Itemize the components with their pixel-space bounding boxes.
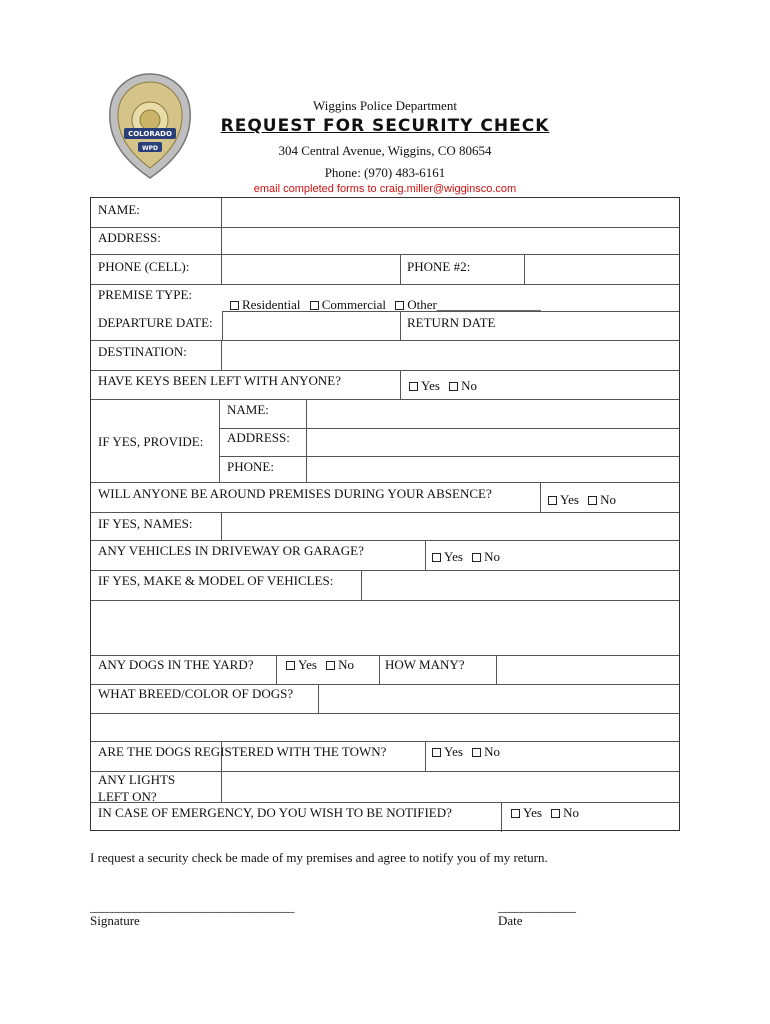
anyone-around-options (548, 492, 622, 508)
badge-state-text: COLORADO (128, 130, 172, 138)
registered-yes-label: Yes (444, 744, 463, 759)
notify-yes-checkbox[interactable] (511, 809, 520, 818)
around-no-checkbox[interactable] (588, 496, 597, 505)
commercial-option-label: Commercial (321, 297, 387, 312)
notify-no-label: No (563, 805, 580, 820)
around-yes-checkbox[interactable] (548, 496, 557, 505)
emergency-notify-label: IN CASE OF EMERGENCY, DO YOU WISH TO BE NOTIFIED? (98, 805, 452, 820)
phone-cell-label: PHONE (CELL): (98, 259, 190, 274)
dogs-no-checkbox[interactable] (326, 661, 335, 670)
email-instructions: email completed forms to craig.miller@wigginsco.com (253, 183, 517, 195)
dogs-yard-label: ANY DOGS IN THE YARD? (98, 657, 254, 672)
date-line[interactable]: ______________ (498, 899, 575, 914)
around-yes-label: Yes (560, 492, 579, 507)
departure-date-label: DEPARTURE DATE: (98, 315, 213, 330)
keys-no-checkbox[interactable] (449, 382, 458, 391)
badge-abbr-text: WPD (142, 145, 158, 152)
residential-checkbox[interactable] (230, 301, 239, 310)
vehicles-yes-checkbox[interactable] (432, 553, 441, 562)
notify-yes-label: Yes (523, 805, 542, 820)
keys-no-label: No (461, 378, 478, 393)
signature-line[interactable]: _____________________________________ (90, 899, 294, 914)
registered-yes-checkbox[interactable] (432, 748, 441, 757)
date-label: Date (498, 913, 523, 928)
keys-name-label: NAME: (227, 402, 269, 417)
name-label: NAME: (98, 202, 140, 217)
vehicles-make-model-label: IF YES, MAKE & MODEL OF VEHICLES: (98, 573, 334, 588)
dogs-registered-label: ARE THE DOGS REGISTERED WITH THE TOWN? (98, 744, 387, 759)
registered-no-checkbox[interactable] (472, 748, 481, 757)
dogs-registered-options (432, 744, 506, 760)
commercial-checkbox[interactable] (310, 301, 319, 310)
request-statement: I request a security check be made of my premises and agree to notify you of my return. (90, 850, 548, 865)
keys-yes-checkbox[interactable] (409, 382, 418, 391)
other-checkbox[interactable] (395, 301, 404, 310)
if-yes-provide-label: IF YES, PROVIDE: (98, 434, 204, 449)
keys-address-label: ADDRESS: (227, 430, 290, 445)
breed-color-label: WHAT BREED/COLOR OF DOGS? (98, 686, 294, 701)
vehicles-no-checkbox[interactable] (472, 553, 481, 562)
how-many-label: HOW MANY? (385, 657, 465, 672)
dogs-yard-options (286, 657, 360, 673)
premise-type-label: PREMISE TYPE: (98, 287, 193, 302)
residential-option-label: Residential (242, 297, 301, 312)
emergency-notify-options (511, 805, 585, 821)
notify-no-checkbox[interactable] (551, 809, 560, 818)
department-phone: Phone: (970) 483-6161 (324, 165, 446, 180)
form-title: REQUEST FOR SECURITY CHECK (220, 116, 550, 136)
vehicles-options (432, 549, 506, 565)
vehicles-yes-label: Yes (444, 549, 463, 564)
address-label: ADDRESS: (98, 230, 161, 245)
anyone-around-label: WILL ANYONE BE AROUND PREMISES DURING YOUR ABSENCE? (98, 486, 492, 501)
other-option-label: Other________________ (407, 297, 541, 312)
department-name: Wiggins Police Department (313, 98, 457, 113)
vehicles-label: ANY VEHICLES IN DRIVEWAY OR GARAGE? (98, 543, 364, 558)
registered-no-label: No (484, 744, 501, 759)
destination-label: DESTINATION: (98, 344, 187, 359)
around-no-label: No (600, 492, 617, 507)
signature-label: Signature (90, 913, 140, 928)
if-yes-names-label: IF YES, NAMES: (98, 516, 193, 531)
dogs-yes-checkbox[interactable] (286, 661, 295, 670)
dogs-yes-label: Yes (298, 657, 317, 672)
lights-left-label: ANY LIGHTS (98, 772, 176, 787)
keys-yes-label: Yes (421, 378, 440, 393)
vehicles-no-label: No (484, 549, 501, 564)
department-address: 304 Central Avenue, Wiggins, CO 80654 (278, 143, 492, 158)
dogs-no-label: No (338, 657, 355, 672)
keys-phone-label: PHONE: (227, 459, 274, 474)
keys-left-options (409, 378, 483, 394)
phone2-label: PHONE #2: (407, 259, 471, 274)
security-check-form (90, 197, 680, 831)
lights-left-label-2: LEFT ON? (98, 789, 157, 804)
premise-type-options (230, 297, 547, 313)
return-date-label: RETURN DATE (407, 315, 496, 330)
keys-left-label: HAVE KEYS BEEN LEFT WITH ANYONE? (98, 373, 342, 388)
